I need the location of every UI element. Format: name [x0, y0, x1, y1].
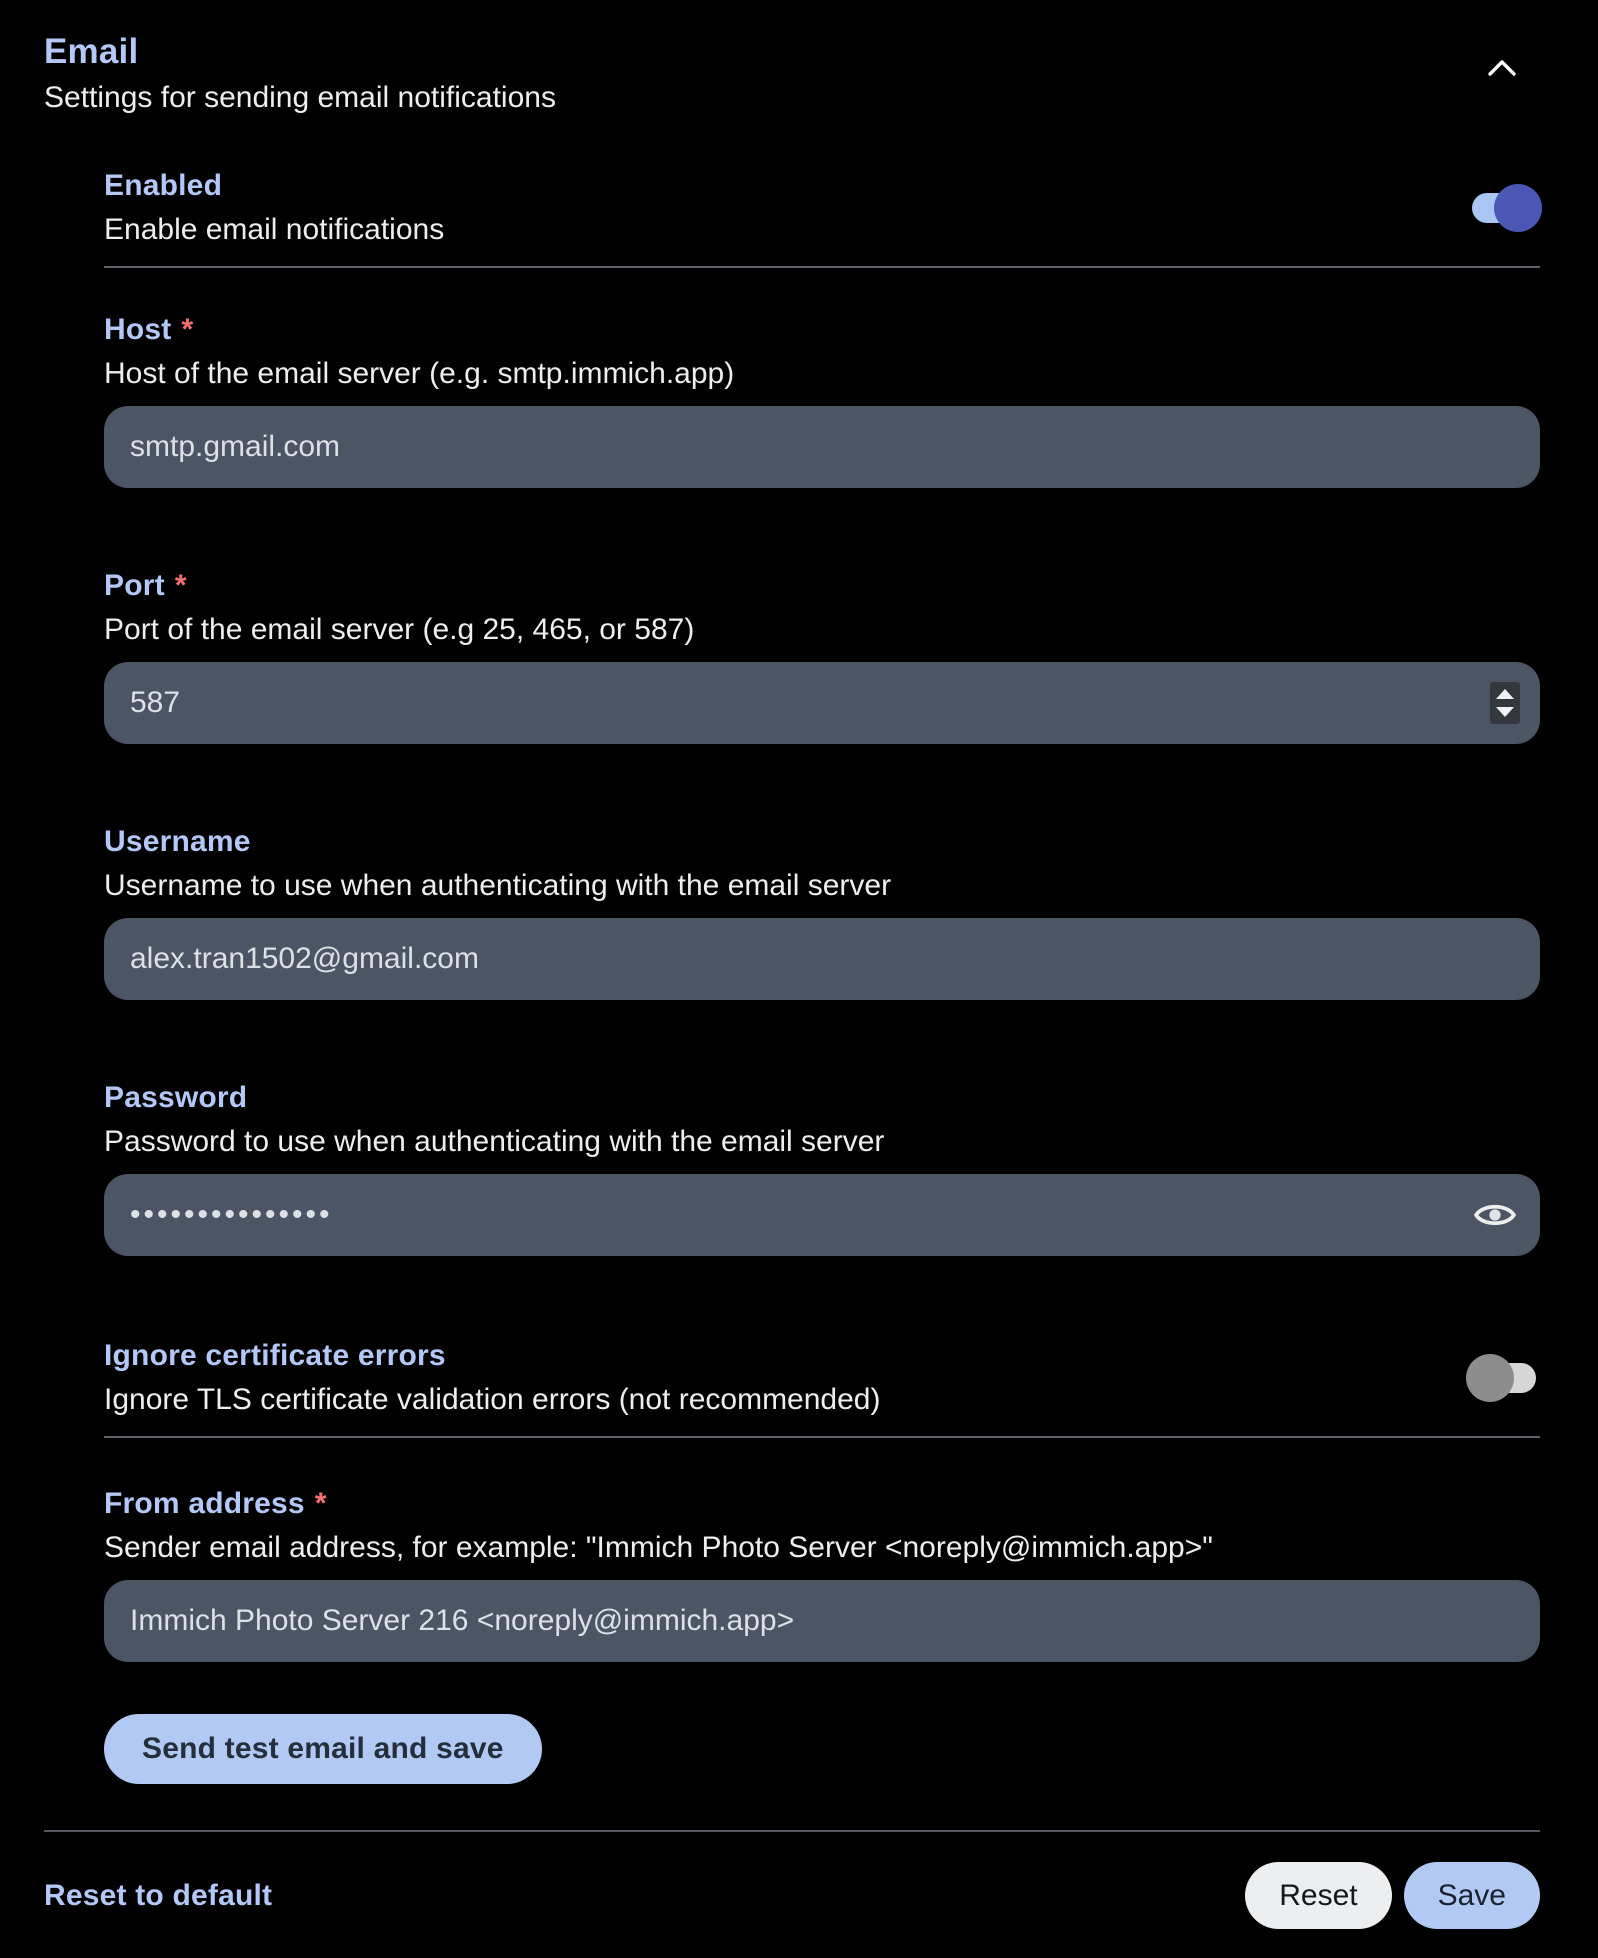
- from-address-input[interactable]: [104, 1580, 1540, 1662]
- eye-icon: [1472, 1198, 1518, 1232]
- setting-port: [104, 566, 1540, 744]
- host-input-wrap: [104, 406, 1540, 488]
- divider: [104, 266, 1540, 268]
- footer-divider: [44, 1830, 1540, 1832]
- setting-username: [104, 822, 1540, 1000]
- setting-ignore-cert-text: [104, 1336, 880, 1420]
- enabled-description: Enable email notifications: [104, 213, 445, 246]
- chevron-up-icon: [1487, 59, 1517, 77]
- setting-from-address: [104, 1484, 1540, 1662]
- username-description: Username to use when authenticating with the email server: [104, 869, 892, 902]
- username-input-wrap: [104, 918, 1540, 1000]
- port-input-wrap: [104, 662, 1540, 744]
- port-description: Port of the email server (e.g 25, 465, or 587): [104, 613, 695, 646]
- setting-enabled: [104, 166, 1540, 250]
- from-address-description: Sender email address, for example: "Immich Photo Server <noreply@immich.app>": [104, 1531, 1213, 1564]
- from-address-label: From address *: [104, 1487, 327, 1520]
- ignore-cert-label: Ignore certificate errors: [104, 1339, 446, 1372]
- divider: [104, 1436, 1540, 1438]
- stepper-down-icon[interactable]: [1496, 707, 1514, 717]
- setting-password: [104, 1078, 1540, 1256]
- password-input-wrap: [104, 1174, 1540, 1256]
- required-marker: *: [314, 1487, 327, 1520]
- from-address-input-wrap: [104, 1580, 1540, 1662]
- toggle-knob: [1466, 1354, 1514, 1402]
- section-subtitle: Settings for sending email notifications: [44, 81, 556, 114]
- ignore-cert-toggle[interactable]: [1472, 1363, 1536, 1393]
- number-stepper[interactable]: [1490, 682, 1520, 724]
- save-button[interactable]: Save: [1404, 1862, 1540, 1929]
- password-description: Password to use when authenticating with the email server: [104, 1125, 885, 1158]
- stepper-up-icon[interactable]: [1496, 689, 1514, 699]
- section-header: [44, 30, 1540, 118]
- host-label: Host *: [104, 313, 194, 346]
- send-test-email-button[interactable]: Send test email and save: [104, 1714, 542, 1784]
- host-description: Host of the email server (e.g. smtp.immich.app): [104, 357, 735, 390]
- host-input[interactable]: [104, 406, 1540, 488]
- settings-fields: [104, 166, 1540, 1784]
- enabled-label: Enabled: [104, 169, 223, 202]
- password-label: Password: [104, 1081, 248, 1114]
- setting-host: [104, 310, 1540, 488]
- section-title: Email: [44, 32, 139, 71]
- username-label: Username: [104, 825, 251, 858]
- required-marker: *: [174, 569, 187, 602]
- port-label: Port *: [104, 569, 187, 602]
- setting-ignore-cert: [104, 1336, 1540, 1420]
- username-input[interactable]: [104, 918, 1540, 1000]
- footer: [44, 1862, 1540, 1929]
- password-input[interactable]: [104, 1174, 1540, 1256]
- required-marker: *: [181, 313, 194, 346]
- section-header-text: [44, 30, 556, 118]
- toggle-knob: [1494, 184, 1542, 232]
- reset-button[interactable]: Reset: [1245, 1862, 1391, 1929]
- collapse-section-button[interactable]: [1478, 44, 1526, 92]
- ignore-cert-description: Ignore TLS certificate validation errors (not recommended): [104, 1383, 881, 1416]
- reset-to-default-link[interactable]: Reset to default: [44, 1878, 273, 1912]
- enabled-toggle[interactable]: [1472, 193, 1536, 223]
- setting-enabled-text: [104, 166, 444, 250]
- port-input[interactable]: [104, 662, 1540, 744]
- footer-buttons: [1245, 1862, 1540, 1929]
- show-password-button[interactable]: [1472, 1198, 1518, 1232]
